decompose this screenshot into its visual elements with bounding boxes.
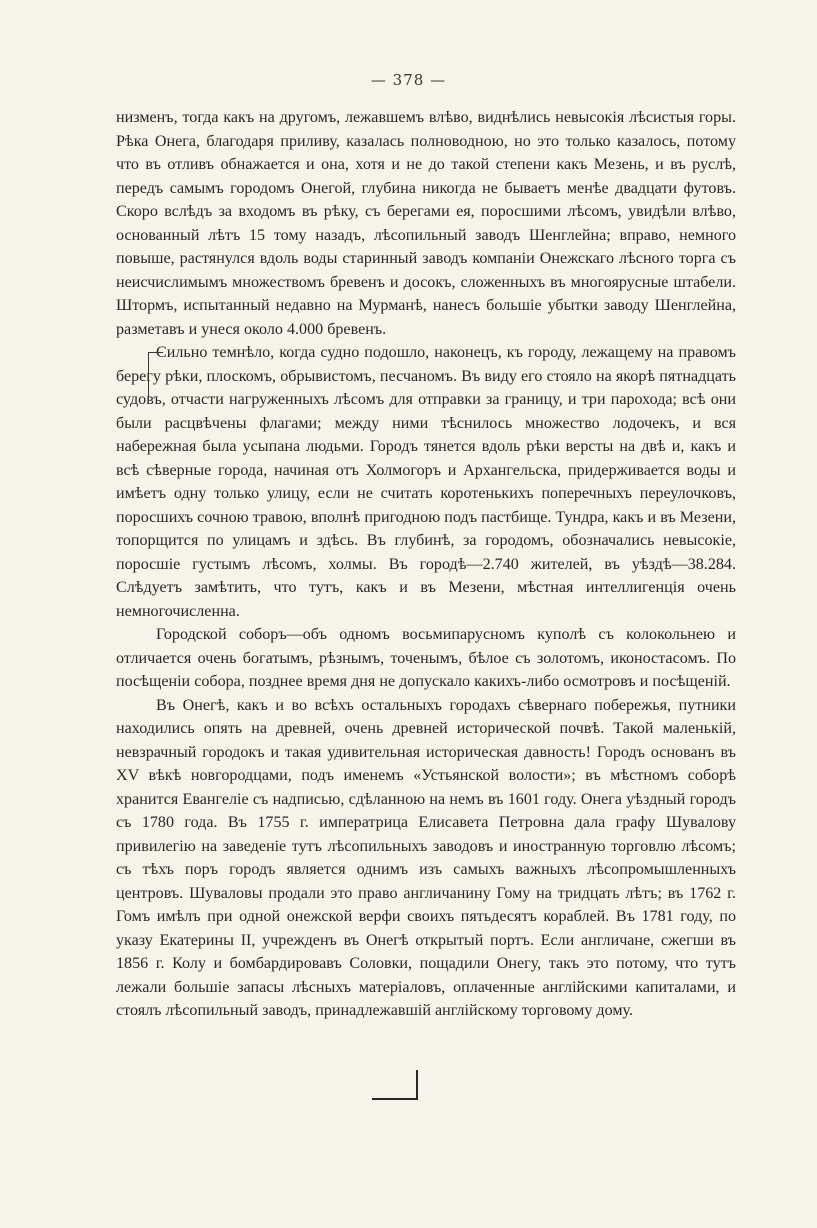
- excerpt-start-mark: [148, 352, 163, 401]
- paragraph-3: Городской соборъ—объ одномъ восьмипарусномъ куполѣ съ колокольнею и отличается очень богатымъ, рѣзнымъ, точенымъ, бѣлое съ золотомъ, иконостасомъ. По посѣщеніи собора, позднее время дня не допускало какихъ-либо осмотровъ и посѣщеній.: [116, 626, 736, 690]
- body-text: [116, 106, 736, 1023]
- paragraph-4: Въ Онегѣ, какъ и во всѣхъ остальныхъ городахъ сѣвернаго побережья, путники находились опять на древней, очень древней исторической почвѣ. Такой маленькій, невзрачный городокъ и такая удивительная историческая давность! Городъ основанъ въ XV вѣкѣ новгородцами, подъ именемъ «Устьянской волости»; въ мѣстномъ соборѣ хранится Евангеліе съ надписью, сдѣланною на немъ въ 1601 году. Онега уѣздный городъ съ 1780 года. Въ 1755 г. императрица Елисавета Петровна дала графу Шувалову привилегію на заведеніе тутъ лѣсопильныхъ заводовъ и иностранную торговлю лѣсомъ; съ тѣхъ поръ городъ является однимъ изъ самыхъ важныхъ лѣсопромышленныхъ центровъ. Шуваловы продали это право англичанину Гому на тридцать лѣтъ; въ 1762 г. Гомъ имѣлъ при одной онежской верфи своихъ пятьдесятъ кораблей. Въ 1781 году, по указу Екатерины II, учрежденъ въ Онегѣ открытый портъ. Если англичане, сжегши въ 1856 г. Колу и бомбардировавъ Соловки, пощадили Онегу, такъ это потому, что тутъ лежали большіе запасы лѣсныхъ матеріаловъ, оплаченные англійскими капиталами, и стоялъ лѣсопильный заводъ, принадлежавшій англійскому торговому дому.: [116, 696, 736, 1019]
- paragraph-1: низменъ, тогда какъ на другомъ, лежавшемъ влѣво, виднѣлись невысокія лѣсистыя горы. Рѣка Онега, благодаря приливу, казалась полноводною, но это только казалось, потому что въ отливъ обнажается и она, хотя и не до такой степени какъ Мезень, и въ руслѣ, передъ самымъ городомъ Онегой, глубина никогда не бываетъ менѣе двадцати футовъ. Скоро вслѣдъ за входомъ въ рѣку, съ берегами ея, поросшими лѣсомъ, увидѣли влѣво, основанный лѣтъ 15 тому назадъ, лѣсопильный заводъ Шенглейна; вправо, немного повыше, растянулся вдоль воды старинный заводъ компаніи Онежскаго лѣсного торга съ неисчислимымъ множествомъ бревенъ и досокъ, сложенныхъ въ многоярусные штабели. Штормъ, испытанный недавно на Мурманѣ, нанесъ большіе убытки заводу Шенглейна, разметавъ и унеся около 4.000 бревенъ.: [116, 109, 736, 338]
- paragraph-2: Сильно темнѣло, когда судно подошло, наконецъ, къ городу, лежащему на правомъ берегу рѣки, плоскомъ, обрывистомъ, песчаномъ. Въ виду его стояло на якорѣ пятнадцать судовъ, отчасти нагруженныхъ лѣсомъ для отправки за границу, и три парохода; всѣ они были расцвѣчены флагами; между ними тѣснилось множество лодочекъ, и вся набережная была усыпана людьми. Городъ тянется вдоль рѣки версты на двѣ и, какъ и всѣ сѣверные города, начиная отъ Холмогоръ и Архангельска, придерживается воды и имѣетъ одну только улицу, если не считать коротенькихъ поперечныхъ переулочковъ, поросшихъ сочною травою, вполнѣ пригодною подъ пастбище. Тундра, какъ и въ Мезени, топорщится по улицамъ и здѣсь. Въ глубинѣ, за городомъ, обозначались невысокіе, поросшіе густымъ лѣсомъ, холмы. Въ городѣ—2.740 жителей, въ уѣздѣ—38.284. Слѣдуетъ замѣтить, что тутъ, какъ и въ Мезени, мѣстная интеллигенція очень немногочисленна.: [116, 344, 736, 620]
- page-number: — 378 —: [370, 71, 447, 89]
- excerpt-end-mark: [372, 1070, 418, 1100]
